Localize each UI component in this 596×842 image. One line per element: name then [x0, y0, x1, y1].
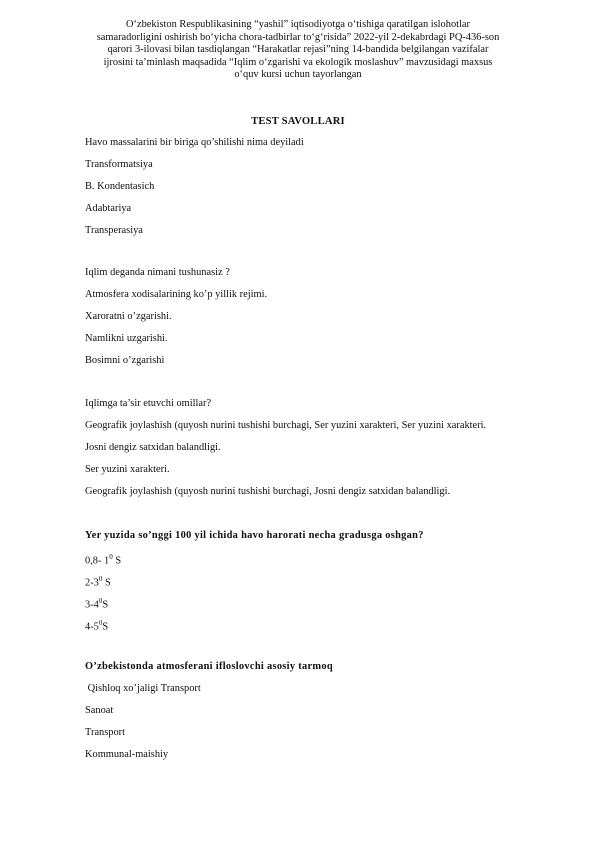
answer-option: Qishloq xo’jaligi Transport [85, 683, 201, 694]
answer-option: Sanoat [85, 705, 114, 716]
answer-option: Geografik joylashish (quyosh nurini tushishi burchagi, Josni dengiz satxidan balandligi. [85, 486, 451, 497]
answer-option: Transport [85, 727, 126, 738]
answer-option: Xaroratni o’zgarishi. [85, 311, 172, 322]
answer-option: 0,8- $1^0$ S [85, 553, 122, 567]
question-text: Yer yuzida so’nggi 100 yil ichida havo harorati necha gradusga oshgan? [85, 530, 424, 541]
header-line: qarori 3-ilovasi bilan tasdiqlangan “Harakatlar rejasi”ning 14-bandida belgilangan vazifalar [107, 44, 489, 56]
header-line: samaradorligini oshirish bo‘yicha chora-tadbirlar to‘g‘risida” 2022-yil 2-dekabrdagi PQ-436-son [96, 31, 500, 43]
question-text: Iqlim deganda nimani tushunasiz ? [85, 267, 230, 278]
header-line: O‘zbekiston Respublikasining “yashil” iqtisodiyotga o‘tishiga qaratilgan islohotlar [126, 19, 470, 30]
answer-option: $2-3^0$ S [85, 575, 111, 589]
header-line: o‘quv kursi uchun tayorlangan [234, 69, 362, 81]
answer-option: Kommunal-maishiy [85, 749, 169, 760]
answer-option: Namlikni uzgarishi. [85, 333, 168, 344]
answer-option: Ser yuzini xarakteri. [85, 464, 170, 475]
question-text: O’zbekistonda atmosferani ifloslovchi asosiy tarmoq [85, 661, 333, 672]
header-line: ijrosini ta’minlash maqsadida “Iqlim o‘zgarishi va ekologik moslashuv” mavzusidagi maxsus [103, 56, 493, 68]
answer-option: $3-4^0S$ [85, 597, 109, 611]
answer-option: Transperasiya [85, 225, 143, 236]
answer-option: Josni dengiz satxidan balandligi. [85, 442, 221, 453]
document-title: TEST SAVOLLARI [251, 116, 345, 127]
answer-option: Bosimni o’zgarishi [85, 355, 165, 366]
question-text: Havo massalarini bir biriga qo’shilishi nima deyiladi [85, 137, 304, 148]
answer-option: Geografik joylashish (quyosh nurini tushishi burchagi, Ser yuzini xarakteri, Ser yuzini xarakteri. [85, 420, 487, 431]
answer-option: Adabtariya [85, 203, 132, 214]
answer-option: Atmosfera xodisalarining ko’p yillik rejimi. [85, 289, 268, 300]
document-header [70, 19, 526, 82]
answer-option: $4-5^0S$ [85, 619, 109, 633]
answer-option: B. Kondentasich [85, 181, 155, 192]
question-text: Iqlimga ta’sir etuvchi omillar? [85, 398, 212, 409]
answer-option: Transformatsiya [85, 159, 153, 170]
